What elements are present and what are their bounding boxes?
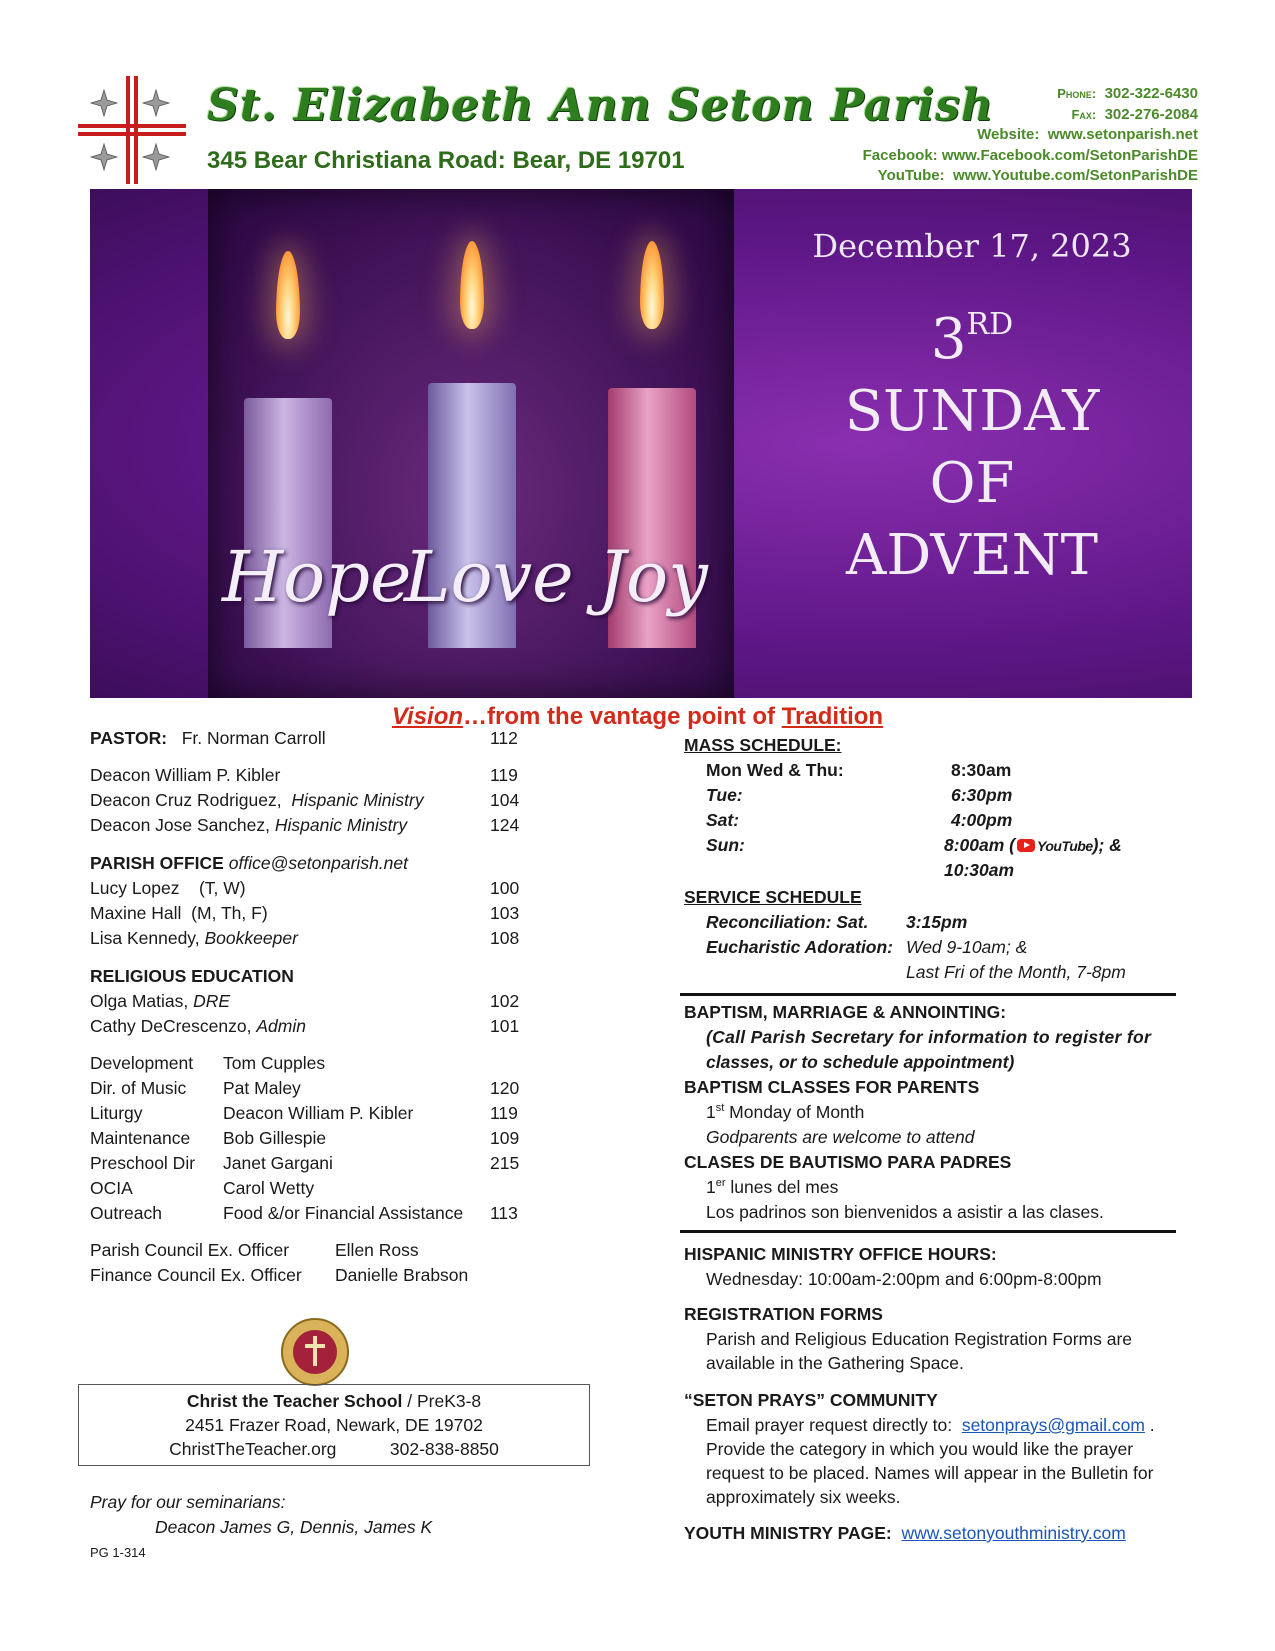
hispanic-hours: Wednesday: 10:00am-2:00pm and 6:00pm-8:00pm [706,1269,1102,1289]
clases-note: Los padrinos son bienvenidos a asistir a las clases. [706,1202,1104,1222]
dept-4-ext: 109 [490,1128,520,1148]
dept-5: Preschool Dir [90,1153,196,1173]
council-2-person: Danielle Brabson [335,1265,469,1285]
pastor-name: Fr. Norman Carroll [181,728,326,748]
baptism-classes-heading: BAPTISM CLASSES FOR PARENTS [684,1077,980,1097]
page-code: PG 1-314 [90,1545,146,1560]
office-2 [90,903,268,924]
service-schedule-heading: SERVICE SCHEDULE [684,887,862,907]
deacon-1-ext: 119 [490,765,518,785]
dept-5-person: Janet Gargani [223,1153,333,1173]
dept-6: OCIA [90,1178,133,1198]
adoration-time-2: Last Fri of the Month, 7-8pm [906,962,1126,982]
office-name: Maxine Hall [90,903,182,923]
school-phone: 302-838-8850 [389,1439,499,1459]
clases-when-text: lunes del mes [725,1177,839,1197]
seminarians-names: Deacon James G, Dennis, James K [155,1517,433,1537]
banner-line-1: SUNDAY [844,379,1100,444]
office-note: Bookkeeper [204,928,298,948]
religious-role: DRE [193,991,231,1011]
banner-title [792,289,1152,592]
deacon-1 [90,765,280,786]
religious-name: Cathy DeCrescenzo, [90,1016,252,1036]
school-website[interactable]: ChristTheTeacher.org [169,1439,337,1459]
facebook-label: Facebook: [862,146,938,164]
flame-3 [640,241,664,329]
pastor-ext: 112 [490,728,518,748]
parish-office-line [90,853,408,874]
classes-sup: st [715,1102,725,1115]
dept-1: Development [90,1053,194,1073]
council-1-person: Ellen Ross [335,1240,419,1260]
dept-4: Maintenance [90,1128,191,1148]
dept-2-ext: 120 [490,1078,520,1098]
pastor-line [90,728,326,749]
mass-day-3: Sat: [706,810,740,830]
phone-label: Phone: [1057,86,1097,101]
mass-time-1: 8:30am [951,760,1012,780]
religious-2 [90,1016,306,1037]
dept-7-ext: 113 [490,1203,518,1223]
deacon-2 [90,790,424,811]
dept-2-person: Pat Maley [223,1078,301,1098]
dept-5-ext: 215 [490,1153,520,1173]
sun-time-1: 8:00am ( [944,835,1016,855]
dept-2: Dir. of Music [90,1078,187,1098]
office-note: (M, Th, F) [191,903,268,923]
hispanic-heading: HISPANIC MINISTRY OFFICE HOURS: [684,1244,997,1264]
prays-email-line: Email prayer request directly to: setonprays@gmail.com . [706,1415,1155,1435]
school-name: Christ the Teacher School [186,1391,403,1411]
sacraments-heading: BAPTISM, MARRIAGE & ANNOINTING: [684,1002,1007,1022]
mass-time-3: 4:00pm [951,810,1013,830]
word-joy: Joy [598,536,708,618]
school-seal-logo [280,1317,350,1387]
adoration-time-1: Wed 9-10am; & [906,937,1028,957]
prays-line-3: request to be placed. Names will appear in the Bulletin for [706,1463,1154,1483]
parish-address: 345 Bear Christiana Road: Bear, DE 19701 [207,147,685,174]
tagline-vision: Vision [391,703,464,730]
candle-panel [208,189,734,698]
school-grades: / PreK3-8 [402,1391,482,1411]
baptism-classes-note: Godparents are welcome to attend [706,1127,975,1147]
mass-schedule-heading: MASS SCHEDULE: [684,735,842,755]
banner-date: December 17, 2023 [812,227,1132,265]
dept-3: Liturgy [90,1103,143,1123]
youtube-label: YouTube: [877,167,945,184]
sacraments-note-2: classes, or to schedule appointment) [706,1052,1015,1072]
deacon-name: Deacon Cruz Rodriguez, [90,790,282,810]
banner-line-3: ADVENT [845,523,1099,588]
youth-line [684,1523,1126,1544]
deacon-3-ext: 124 [490,815,520,835]
registration-heading: REGISTRATION FORMS [684,1304,883,1324]
classes-when: Monday of Month [724,1102,865,1122]
school-box [78,1384,590,1466]
office-name: Lucy Lopez [90,878,180,898]
deacon-name: Deacon Jose Sanchez, [90,815,270,835]
clases-num: 1 [706,1177,716,1197]
school-address: 2451 Frazer Road, Newark, DE 19702 [185,1415,483,1435]
mass-time-2: 6:30pm [951,785,1013,805]
phone-number: 302-322-6430 [1104,85,1198,102]
website-link[interactable]: www.setonparish.net [1047,126,1198,143]
pastor-label: PASTOR: [90,728,168,748]
office-1-ext: 100 [490,878,520,898]
reconciliation-time: 3:15pm [906,912,968,932]
dept-4-person: Bob Gillespie [223,1128,327,1148]
seminarians-label: Pray for our seminarians: [90,1492,286,1512]
religious-role: Admin [256,1016,306,1036]
ordinal-suffix: RD [966,307,1014,342]
deacon-3 [90,815,407,836]
clases-heading: CLASES DE BAUTISMO PARA PADRES [684,1152,1012,1172]
divider-2 [680,1230,1176,1233]
mass-time-sun-1 [944,835,1122,856]
divider-1 [680,993,1176,996]
clases-sup: er [715,1177,726,1190]
youtube-icon[interactable] [1017,839,1035,852]
tagline-tradition: Tradition [781,703,884,730]
clases-when [706,1177,838,1198]
parish-name: St. Elizabeth Ann Seton Parish [207,80,994,131]
office-3 [90,928,298,949]
parish-office-label: PARISH OFFICE [90,853,224,873]
website-label: Website: [977,126,1040,143]
dept-7-person: Food &/or Financial Assistance [223,1203,464,1223]
mass-time-sun-2: 10:30am [944,860,1015,880]
prays-heading: “SETON PRAYS” COMMUNITY [684,1390,938,1410]
word-hope: Hope [222,536,412,618]
deacon-2-ext: 104 [490,790,520,810]
dept-6-person: Carol Wetty [223,1178,315,1198]
religious-ed-label: RELIGIOUS EDUCATION [90,966,294,986]
office-note: (T, W) [198,878,246,898]
flame-2 [460,241,484,329]
religious-2-ext: 101 [490,1016,520,1036]
tagline [0,703,1275,731]
youtube-word[interactable]: YouTube [1037,838,1093,854]
prays-email-link[interactable]: setonprays@gmail.com [961,1415,1145,1435]
religious-name: Olga Matias, [90,991,189,1011]
school-name-line [79,1391,589,1412]
classes-num: 1 [706,1102,716,1122]
youtube-link[interactable]: www.Youtube.com/SetonParishDE [952,167,1198,184]
advent-banner [90,189,1192,698]
youth-label: YOUTH MINISTRY PAGE: [684,1523,892,1543]
contact-block [863,84,1198,187]
office-2-ext: 103 [490,903,520,923]
registration-line-2: available in the Gathering Space. [706,1353,964,1373]
youth-link[interactable]: www.setonyouthministry.com [901,1523,1126,1543]
ordinal-number: 3 [930,307,967,372]
prays-email-label: Email prayer request directly to: [706,1415,953,1435]
office-email[interactable]: office@setonparish.net [228,853,408,873]
mass-day-1: Mon Wed & Thu: [706,760,844,780]
facebook-link[interactable]: www.Facebook.com/SetonParishDE [941,146,1198,164]
dept-1-person: Tom Cupples [223,1053,326,1073]
mass-day-2: Tue: [706,785,743,805]
banner-line-2: OF [929,451,1015,516]
sun-time-1-end: ); & [1092,835,1122,855]
prays-line-4: approximately six weeks. [706,1487,901,1507]
dept-3-ext: 119 [490,1103,518,1123]
office-name: Lisa Kennedy, [90,928,200,948]
deacon-role: Hispanic Ministry [291,790,424,810]
registration-line-1: Parish and Religious Education Registration Forms are [706,1329,1133,1349]
school-contact [79,1439,589,1460]
dept-7: Outreach [90,1203,162,1223]
office-1 [90,878,246,899]
council-2: Finance Council Ex. Officer [90,1265,302,1285]
deacon-role: Hispanic Ministry [274,815,408,835]
sacraments-note-1: (Call Parish Secretary for information to register for [706,1027,1152,1047]
dept-3-person: Deacon William P. Kibler [223,1103,414,1123]
tagline-middle: …from the vantage point of [463,703,782,730]
religious-1 [90,991,230,1012]
council-1: Parish Council Ex. Officer [90,1240,290,1260]
prays-line-2: Provide the category in which you would like the prayer [706,1439,1134,1459]
baptism-classes-when [706,1102,864,1123]
fax-label: Fax: [1071,106,1097,122]
mass-day-sun: Sun: [706,835,745,855]
office-3-ext: 108 [490,928,520,948]
deacon-name: Deacon William P. Kibler [90,765,281,785]
word-love: Love [404,536,574,618]
parish-cross-logo [78,76,186,184]
adoration-label: Eucharistic Adoration: [706,937,894,957]
reconciliation-label: Reconciliation: Sat. [706,912,869,932]
flame-1 [276,251,300,339]
religious-1-ext: 102 [490,991,520,1011]
fax-number: 302-276-2084 [1104,105,1198,123]
